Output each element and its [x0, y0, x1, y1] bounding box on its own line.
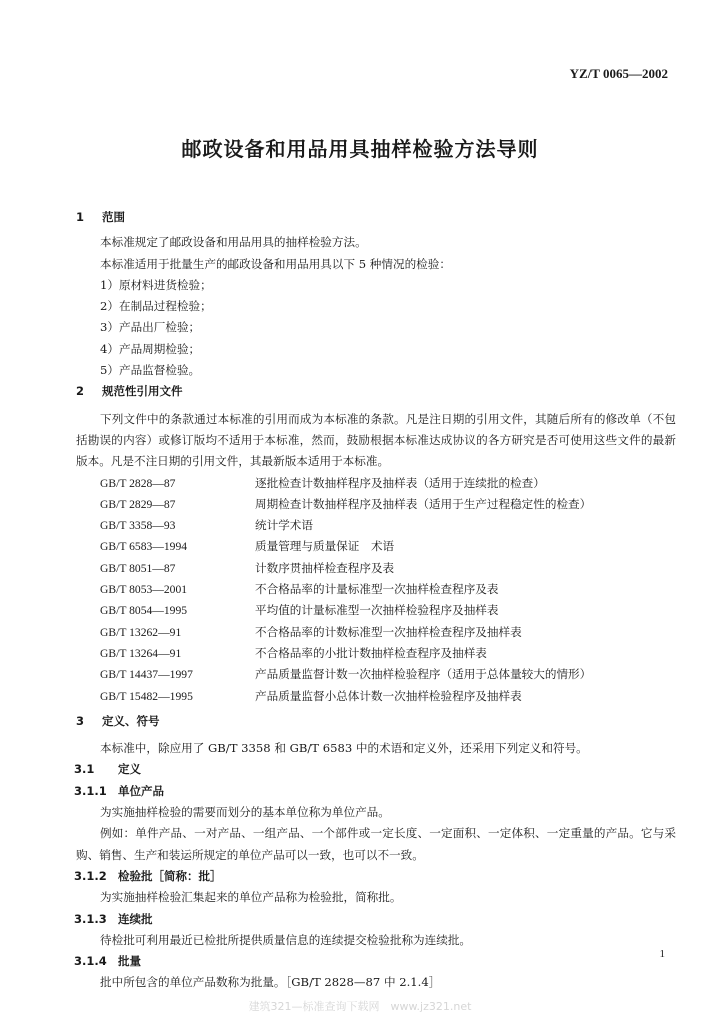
definition-term: 批量 [118, 954, 141, 969]
reference-title: 不合格品率的计数标准型一次抽样检查程序及抽样表 [255, 624, 522, 639]
definition-number: 3.1.1 [74, 783, 107, 798]
section-number: 2 [76, 384, 85, 399]
reference-row [76, 664, 676, 685]
reference-code: GB/T 3358—93 [100, 519, 176, 533]
paragraph: 本标准中，除应用了 GB/T 3358 和 GB/T 6583 中的术语和定义外，还采用下列定义和符号。 [100, 741, 588, 756]
definition-text: 批中所包含的单位产品数称为批量。［GB/T 2828—87 中 2.1.4］ [100, 975, 441, 990]
list-item: 1）原材料进货检验； [100, 277, 212, 292]
reference-row [76, 686, 676, 707]
reference-code: GB/T 15482—1995 [100, 689, 193, 703]
paragraph: 本标准规定了邮政设备和用品用具的抽样检验方法。 [100, 235, 367, 250]
reference-title: 逐批检查计数抽样程序及抽样表（适用于连续批的检查） [255, 475, 545, 490]
paragraph: 本标准适用于批量生产的邮政设备和用品用具以下 5 种情况的检验： [100, 256, 451, 271]
reference-row [76, 622, 676, 643]
list-item: 4）产品周期检验； [100, 341, 201, 356]
definition-heading [74, 951, 676, 972]
definition-term: 连续批 [118, 911, 153, 926]
reference-row [76, 473, 676, 494]
reference-title: 产品质量监督小总体计数一次抽样检验程序及抽样表 [255, 688, 522, 703]
section-2-heading [76, 381, 676, 402]
reference-row [76, 558, 676, 579]
reference-title: 产品质量监督计数一次抽样检验程序（适用于总体量较大的情形） [255, 667, 592, 682]
reference-code: GB/T 13264—91 [100, 646, 182, 660]
subsection-number: 3.1 [74, 762, 95, 777]
section-3-heading [76, 711, 676, 732]
reference-title: 不合格品率的计量标准型一次抽样检查程序及表 [255, 582, 499, 597]
reference-title: 统计学术语 [255, 518, 313, 533]
reference-code: GB/T 2828—87 [100, 476, 176, 490]
definition-number: 3.1.3 [74, 911, 107, 926]
reference-row [76, 643, 676, 664]
definition-text: 待检批可利用最近已检批所提供质量信息的连续提交检验批称为连续批。 [100, 932, 472, 947]
reference-row [76, 494, 676, 515]
watermark-text: 建筑321—标准查询下载网 www.jz321.net [248, 1000, 472, 1013]
definition-text: 为实施抽样检验汇集起来的单位产品称为检验批，简称批。 [100, 890, 402, 905]
list-item: 3）产品出厂检验； [100, 320, 201, 335]
reference-row [76, 579, 676, 600]
reference-title: 质量管理与质量保证 术语 [255, 539, 395, 554]
document-body [76, 207, 676, 994]
definition-term: 单位产品 [118, 783, 164, 798]
section-title: 范围 [102, 210, 125, 224]
reference-code: GB/T 6583—1994 [100, 540, 188, 554]
list-item: 5）产品监督检验。 [100, 363, 201, 378]
paragraph: 下列文件中的条款通过本标准的引用而成为本标准的条款。凡是注日期的引用文件，其随后所有的修改单（不包括勘误的内容）或修订版均不适用于本标准，然而，鼓励根据本标准达成协议的各方研究是否可使用这些文件的最新版本。凡是不注日期的引用文件，其最新版本适用于本标准。 [76, 411, 676, 469]
subsection-title: 定义 [118, 762, 141, 777]
reference-code: GB/T 2829—87 [100, 497, 176, 511]
reference-code: GB/T 8053—2001 [100, 583, 188, 597]
reference-title: 计数序贯抽样检查程序及表 [255, 560, 395, 575]
reference-row [76, 600, 676, 621]
definition-term: 检验批［简称：批］ [118, 868, 222, 883]
subsection-3-1-heading [74, 759, 676, 780]
section-title: 规范性引用文件 [102, 384, 183, 399]
reference-code: GB/T 13262—91 [100, 625, 182, 639]
definition-text: 为实施抽样检验的需要而划分的基本单位称为单位产品。 [100, 805, 390, 820]
reference-code: GB/T 8054—1995 [100, 604, 188, 618]
reference-title: 周期检查计数抽样程序及抽样表（适用于生产过程稳定性的检查） [255, 496, 592, 511]
section-number: 1 [76, 210, 85, 224]
reference-row [76, 536, 676, 557]
definition-example: 例如：单件产品、一对产品、一组产品、一个部件或一定长度、一定面积、一定体积、一定重量的产品。它与采购、销售、生产和装运所规定的单位产品可以一致，也可以不一致。 [76, 826, 676, 862]
reference-title: 平均值的计量标准型一次抽样检验程序及抽样表 [255, 603, 499, 618]
standard-code: YZ/T 0065—2002 [569, 66, 668, 81]
section-number: 3 [76, 713, 85, 728]
definition-heading [74, 866, 676, 887]
definition-number: 3.1.4 [74, 954, 107, 969]
section-title: 定义、符号 [102, 713, 160, 728]
definition-number: 3.1.2 [74, 868, 107, 883]
document-title: 邮政设备和用品用具抽样检验方法导则 [181, 137, 539, 161]
definition-heading [74, 909, 676, 930]
reference-title: 不合格品率的小批计数抽样检查程序及抽样表 [255, 645, 487, 660]
list-item: 2）在制品过程检验； [100, 299, 212, 314]
reference-code: GB/T 14437—1997 [100, 668, 193, 682]
reference-code: GB/T 8051—87 [100, 561, 176, 575]
page-number: 1 [659, 948, 665, 960]
reference-row [76, 515, 676, 536]
definition-heading [74, 781, 676, 802]
section-1-heading [76, 207, 676, 228]
